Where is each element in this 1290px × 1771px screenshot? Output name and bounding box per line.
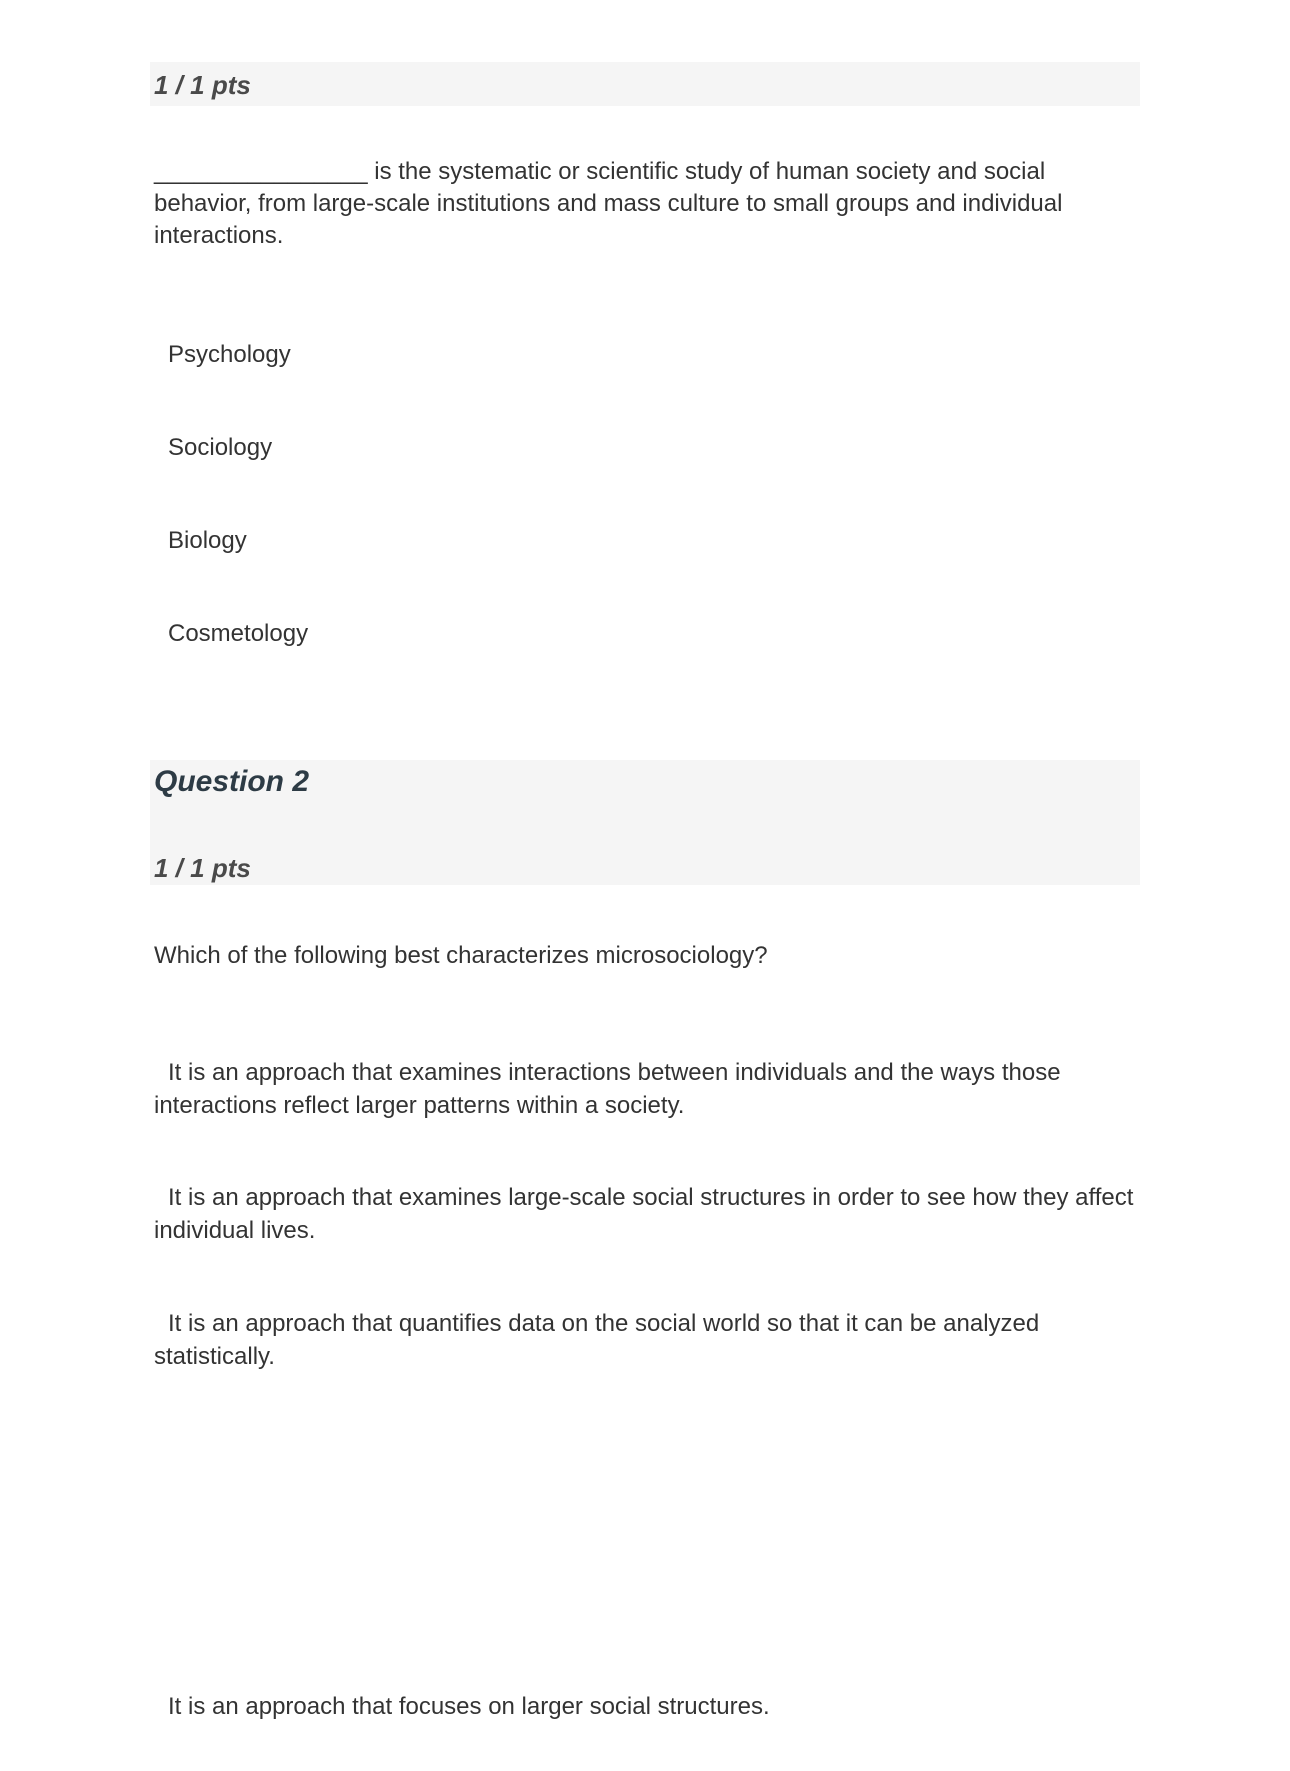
question-1-answer-cosmetology[interactable] [154, 617, 1144, 650]
question-2-answer-4[interactable] [154, 1690, 1144, 1723]
question-2-text: Which of the following best characterizes microsociology? [154, 942, 768, 969]
question-2-answer-2[interactable] [154, 1181, 1144, 1247]
answer-label: It is an approach that quantifies data on the social world so that it can be analyzed statistically. [154, 1310, 1040, 1370]
answer-label: It is an approach that examines large-scale social structures in order to see how they affect individual lives. [154, 1184, 1134, 1244]
question-1-text: ________________ is the systematic or scientific study of human society and social behavior, from large-scale institutions and mass culture to small groups and individual interactions. [154, 158, 1063, 249]
question-1-answer-biology[interactable] [154, 524, 1144, 557]
answer-label: Cosmetology [168, 620, 309, 647]
question-1-header [150, 62, 1140, 106]
question-1-answer-sociology[interactable] [154, 431, 1144, 464]
question-1-points: 1 / 1 pts [154, 70, 251, 100]
answer-label: Sociology [168, 434, 273, 461]
question-1-answer-psychology[interactable] [154, 338, 1144, 371]
question-2-title: Question 2 [154, 765, 310, 798]
answer-label: It is an approach that examines interactions between individuals and the ways those interactions reflect larger patterns within a society. [154, 1059, 1061, 1119]
question-2-answer-3[interactable] [154, 1307, 1144, 1373]
question-2-answer-1[interactable] [154, 1056, 1144, 1122]
answer-label: It is an approach that focuses on larger social structures. [168, 1693, 770, 1720]
question-2-points: 1 / 1 pts [154, 853, 251, 883]
answer-label: Biology [168, 527, 247, 554]
answer-label: Psychology [168, 341, 291, 368]
